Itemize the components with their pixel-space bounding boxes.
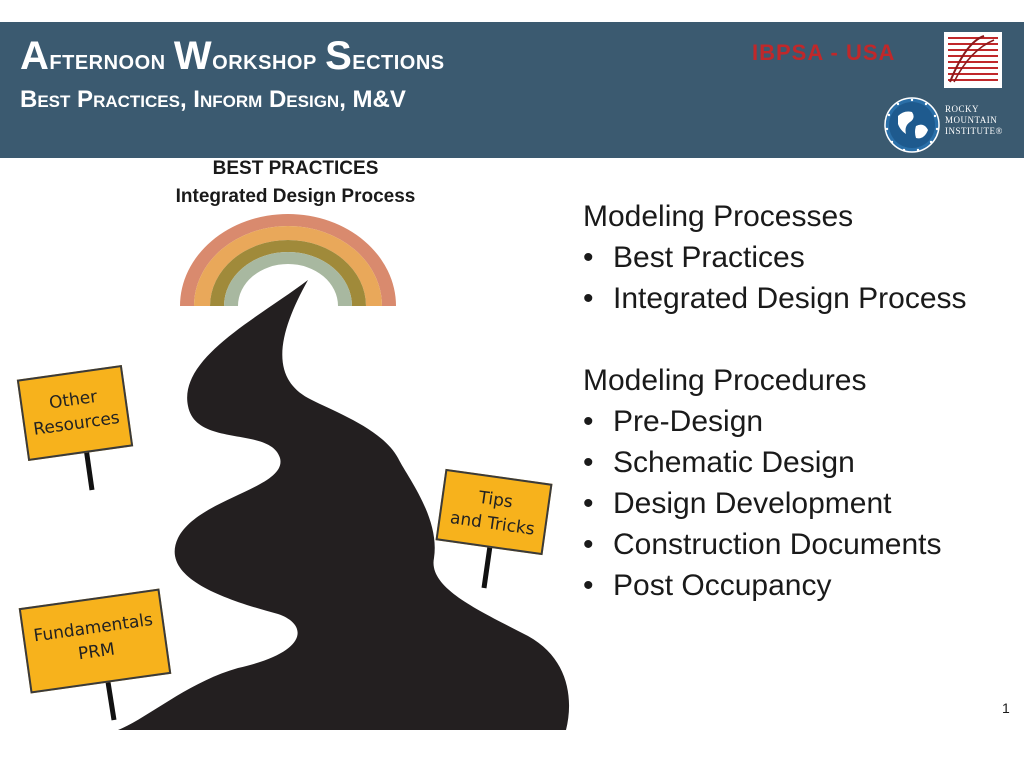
slide-content (583, 196, 1023, 606)
slide-subtitle: Best Practices, Inform Design, M&V (20, 86, 406, 113)
globe-icon (882, 96, 942, 154)
page-number: 1 (1002, 700, 1010, 716)
ibpsa-usa-label: IBPSA - USA (752, 40, 896, 65)
ibpsa-logo-icon (944, 32, 1002, 88)
list-item: • Pre-Design (583, 401, 1023, 442)
list-item: • Best Practices (583, 237, 1023, 278)
list-item: • Schematic Design (583, 442, 1023, 483)
section-heading-procedures: Modeling Procedures (583, 364, 867, 397)
list-item: • Integrated Design Process (583, 278, 1023, 319)
processes-list (583, 237, 1023, 319)
list-item: • Post Occupancy (583, 565, 1023, 606)
slide-title: Afternoon Workshop Sections (20, 34, 445, 78)
sign-fundamentals-prm: Fundamentals PRM (19, 589, 172, 694)
rmi-logo-text: ROCKY MOUNTAIN INSTITUTE® (945, 104, 1003, 136)
procedures-list (583, 401, 1023, 606)
section-heading-processes: Modeling Processes (583, 200, 854, 233)
list-item: • Design Development (583, 483, 1023, 524)
rainbow-icon (180, 214, 396, 306)
list-item: • Construction Documents (583, 524, 1023, 565)
graphic-subtitle: Integrated Design Process (175, 186, 416, 207)
graphic-title: BEST PRACTICES (212, 158, 379, 179)
sign-tips-and-tricks: Tips and Tricks (436, 469, 553, 555)
sign-other-resources: Other Resources (17, 365, 133, 461)
